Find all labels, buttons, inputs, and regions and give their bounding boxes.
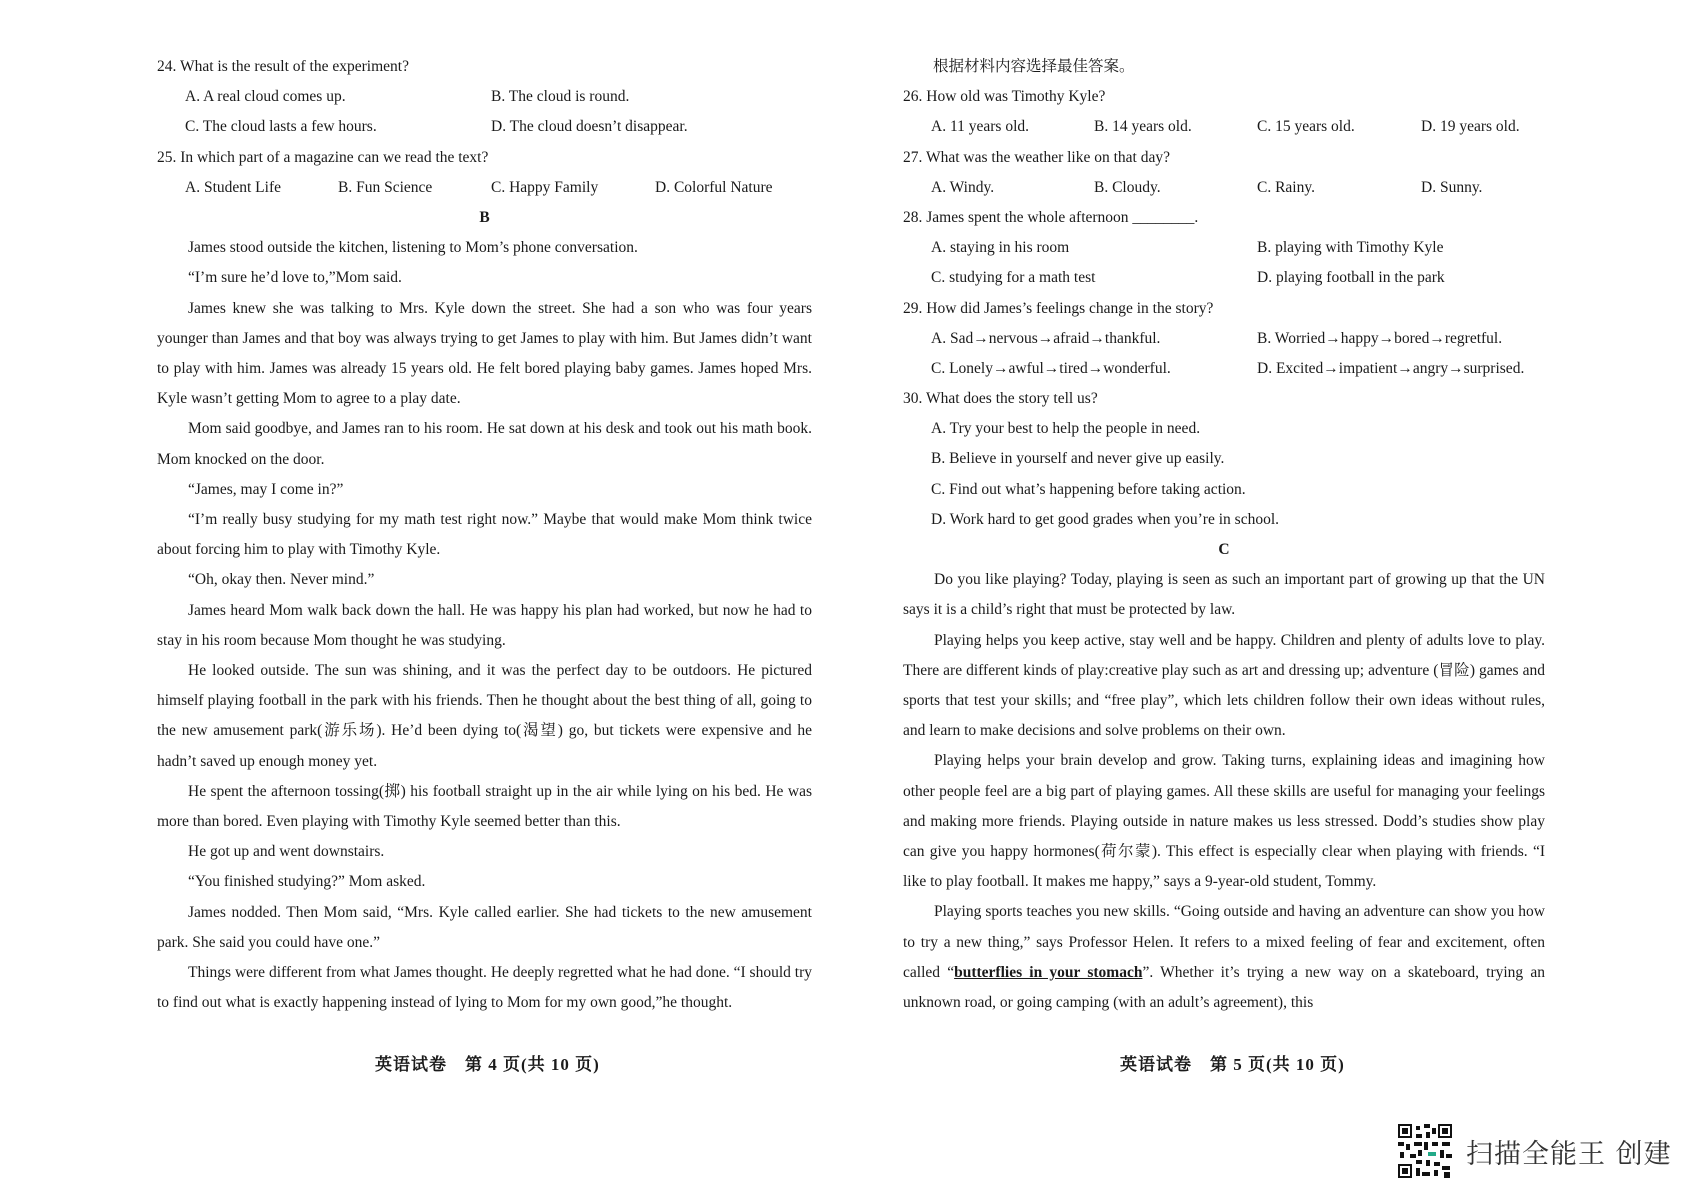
article-paragraph: Do you like playing? Today, playing is seen as such an important part of growing up that the UN says it is a child’s right that must be protected by law.	[903, 571, 1545, 619]
question-27-options	[903, 173, 1545, 203]
question-26-options	[903, 112, 1545, 142]
question-27: 27. What was the weather like on that day?	[903, 148, 1170, 166]
story-paragraph: James stood outside the kitchen, listening to Mom’s phone conversation.	[188, 239, 638, 257]
question-25: 25. In which part of a magazine can we read the text?	[157, 148, 489, 166]
story-paragraph: He spent the afternoon tossing(掷) his football straight up in the air while lying on his bed. He was more than bored. Even playing with Timothy Kyle seemed better than this.	[157, 782, 812, 830]
page-footer-right: 英语试卷 第 5 页(共 10 页)	[1120, 1055, 1345, 1074]
option-24b: B. The cloud is round.	[491, 88, 630, 106]
question-28-options-row2	[903, 263, 1545, 293]
option-24c: C. The cloud lasts a few hours.	[185, 118, 377, 136]
option-25d: D. Colorful Nature	[655, 178, 773, 196]
question-28: 28. James spent the whole afternoon ________.	[903, 208, 1199, 226]
question-30: 30. What does the story tell us?	[903, 390, 1098, 408]
question-24-options-row2	[157, 112, 812, 142]
question-24-options-row1	[157, 82, 812, 112]
scanner-label: 扫描全能王 创建	[1466, 1138, 1672, 1170]
option-27b: B. Cloudy.	[1094, 178, 1161, 196]
option-24d: D. The cloud doesn’t disappear.	[491, 118, 688, 136]
option-30c: C. Find out what’s happening before taking action.	[931, 480, 1246, 498]
option-30b: B. Believe in yourself and never give up easily.	[931, 450, 1225, 468]
article-paragraph: Playing helps you keep active, stay well and be happy. Children and plenty of adults love to play. There are different kinds of play:creative play such as art and dressing up; adventure (冒险) games and sports that test your skills; and “free play”, which lets children follow their own ideas without rules, and learn to make decisions and solve problems on their own.	[903, 631, 1545, 740]
question-29-options-row2	[903, 354, 1545, 384]
option-29c: C. Lonely→awful→tired→wonderful.	[931, 359, 1171, 377]
option-27d: D. Sunny.	[1421, 178, 1483, 196]
article-text: Playing sports teaches you new skills. “Going outside and having an adventure can show you how to try a new thing,” says Professor Helen. It refers to a mixed feeling of fear and excitement, often called “	[903, 903, 1545, 981]
question-26: 26. How old was Timothy Kyle?	[903, 88, 1106, 106]
scanner-watermark	[1396, 1122, 1672, 1180]
section-heading-c: C	[1218, 541, 1230, 558]
question-28-options-row1	[903, 233, 1545, 263]
story-paragraph: Things were different from what James thought. He deeply regretted what he had done. “I should try to find out what is exactly happening instead of lying to Mom for my own good,”he thought.	[157, 964, 812, 1012]
option-28a: A. staying in his room	[931, 239, 1070, 257]
option-24a: A. A real cloud comes up.	[185, 88, 346, 106]
option-25a: A. Student Life	[185, 178, 281, 196]
option-25c: C. Happy Family	[491, 178, 599, 196]
question-25-options	[157, 173, 812, 203]
story-paragraph: “I’m sure he’d love to,”Mom said.	[188, 269, 402, 287]
story-paragraph: He got up and went downstairs.	[188, 843, 385, 861]
qr-code-icon	[1396, 1122, 1454, 1180]
page-footer-left: 英语试卷 第 4 页(共 10 页)	[375, 1055, 600, 1074]
option-28c: C. studying for a math test	[931, 269, 1096, 287]
question-24: 24. What is the result of the experiment?	[157, 58, 409, 75]
story-paragraph: Mom said goodbye, and James ran to his room. He sat down at his desk and took out his math book. Mom knocked on the door.	[157, 420, 812, 468]
option-30a: A. Try your best to help the people in need.	[931, 420, 1201, 438]
option-28d: D. playing football in the park	[1257, 269, 1445, 287]
option-29b: B. Worried→happy→bored→regretful.	[1257, 329, 1503, 347]
article-paragraph: Playing helps your brain develop and grow. Taking turns, explaining ideas and imagining how other people feel are a big part of playing games. All these skills are useful for managing your feelings and making more friends. Playing outside in nature makes us less stressed. Dodd’s studies show play can give you happy hormones(荷尔蒙). This effect is especially clear when playing with friends. “I like to play football. It makes me happy,” says a 9-year-old student, Tommy.	[903, 752, 1545, 891]
option-30d: D. Work hard to get good grades when you’re in school.	[931, 510, 1280, 528]
instruction-text: 根据材料内容选择最佳答案。	[933, 58, 1135, 75]
story-paragraph: James heard Mom walk back down the hall. He was happy his plan had worked, but now he had to stay in his room because Mom thought he was studying.	[157, 601, 812, 649]
option-29d: D. Excited→impatient→angry→surprised.	[1257, 359, 1525, 377]
story-paragraph: James knew she was talking to Mrs. Kyle down the street. She had a son who was four years younger than James and that boy was always trying to get James to play with him. But James didn’t want to play with him. James was already 15 years old. He felt bored playing baby games. James hoped Mrs. Kyle wasn’t getting Mom to agree to a play date.	[157, 299, 812, 408]
story-paragraph: “I’m really busy studying for my math test right now.” Maybe that would make Mom think twice about forcing him to play with Timothy Kyle.	[157, 510, 812, 559]
question-29: 29. How did James’s feelings change in the story?	[903, 299, 1214, 317]
story-paragraph: “Oh, okay then. Never mind.”	[188, 571, 375, 589]
option-26b: B. 14 years old.	[1094, 118, 1192, 136]
option-26a: A. 11 years old.	[931, 118, 1030, 136]
story-paragraph: “James, may I come in?”	[188, 480, 344, 498]
highlighted-phrase: butterflies in your stomach	[954, 963, 1143, 981]
option-27a: A. Windy.	[931, 178, 995, 196]
question-29-options-row1	[903, 324, 1545, 354]
story-paragraph: James nodded. Then Mom said, “Mrs. Kyle called earlier. She had tickets to the new amusement park. She said you could have one.”	[157, 903, 812, 951]
article-text: ”. Whether it’s trying a new way on a skateboard, trying an unknown road, or going camping (with an adult’s agreement), this	[903, 963, 1545, 1012]
option-28b: B. playing with Timothy Kyle	[1257, 239, 1444, 257]
section-heading-b: B	[479, 208, 490, 226]
story-paragraph: “You finished studying?” Mom asked.	[188, 873, 426, 891]
option-26d: D. 19 years old.	[1421, 118, 1520, 136]
right-page	[903, 52, 1545, 1018]
option-29a: A. Sad→nervous→afraid→thankful.	[931, 329, 1161, 347]
article-paragraph-last	[903, 897, 1545, 1018]
option-26c: C. 15 years old.	[1257, 118, 1355, 136]
option-27c: C. Rainy.	[1257, 178, 1315, 196]
option-25b: B. Fun Science	[338, 178, 433, 196]
left-page	[157, 52, 812, 1018]
story-paragraph: He looked outside. The sun was shining, and it was the perfect day to be outdoors. He pictured himself playing football in the park with his friends. Then he thought about the best thing of all, going to the new amusement park(游乐场). He’d been dying to(渴望) go, but tickets were expensive and he hadn’t saved up enough money yet.	[157, 661, 812, 770]
